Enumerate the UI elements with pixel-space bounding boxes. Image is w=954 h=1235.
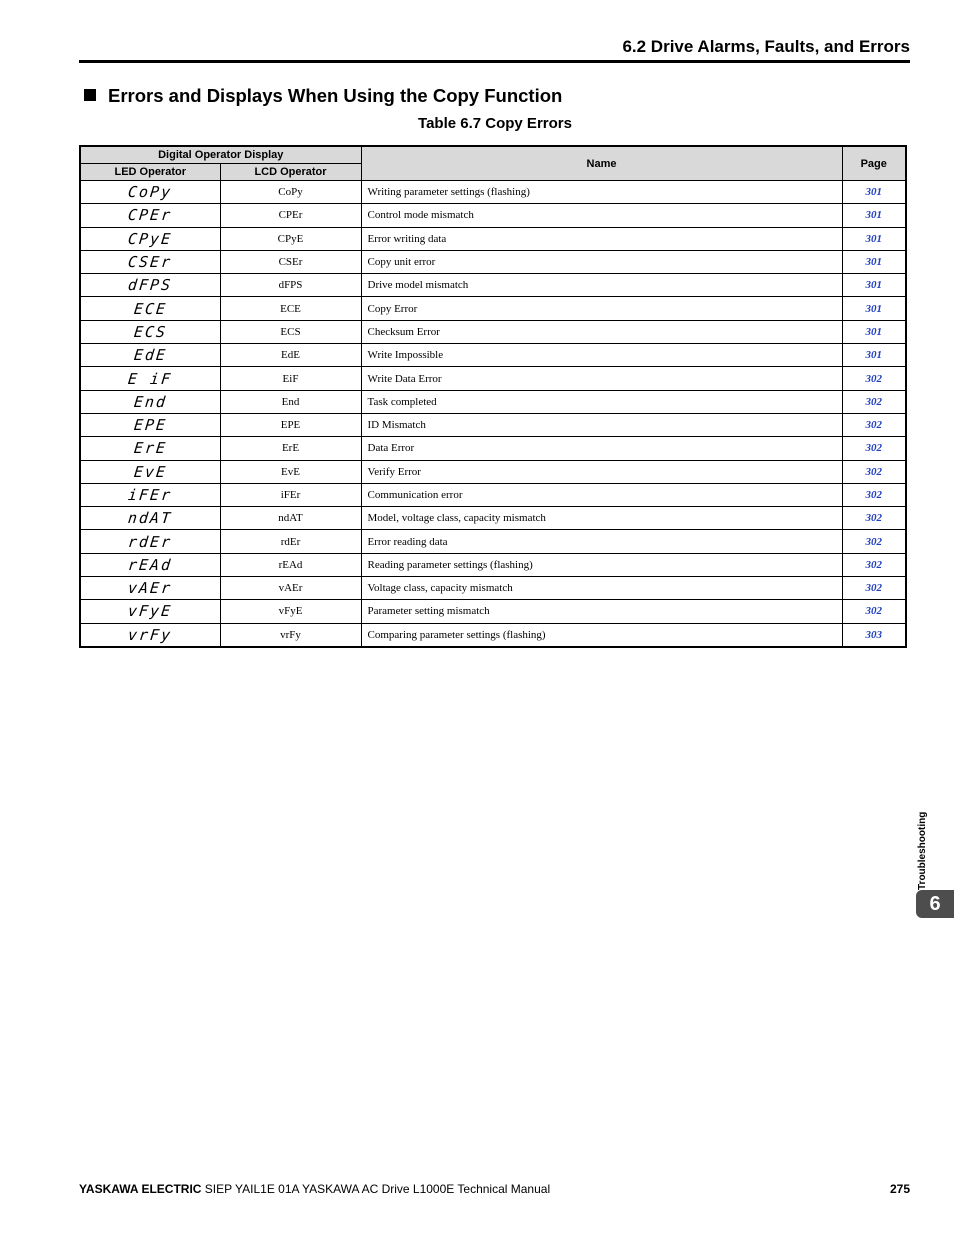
seven-segment-code: ndAT [127, 509, 174, 528]
lcd-display-cell: EdE [220, 344, 361, 367]
lcd-display-cell: EvE [220, 460, 361, 483]
table-row [80, 297, 906, 320]
seven-segment-code: CPEr [127, 206, 174, 225]
seven-segment-code: EdE [132, 346, 168, 365]
page-link[interactable]: 302 [842, 577, 906, 600]
seven-segment-code: ErE [132, 439, 168, 458]
seven-segment-code: ECS [132, 322, 168, 341]
led-operator-header: LED Operator [80, 164, 220, 181]
seven-segment-code: vFyE [127, 602, 174, 621]
table-row [80, 204, 906, 227]
led-display-cell [80, 204, 220, 227]
seven-segment-code: EPE [132, 416, 168, 435]
seven-segment-code: vrFy [127, 625, 174, 644]
error-name-cell: Control mode mismatch [361, 204, 842, 227]
table-row [80, 250, 906, 273]
error-name-cell: Model, voltage class, capacity mismatch [361, 507, 842, 530]
error-name-cell: Reading parameter settings (flashing) [361, 553, 842, 576]
lcd-display-cell: vFyE [220, 600, 361, 623]
lcd-operator-header: LCD Operator [220, 164, 361, 181]
lcd-display-cell: End [220, 390, 361, 413]
led-display-cell [80, 530, 220, 553]
footer-doc [79, 1182, 550, 1196]
led-display-cell [80, 460, 220, 483]
seven-segment-code: E iF [127, 369, 174, 388]
page-link[interactable]: 302 [842, 460, 906, 483]
header-rule [79, 60, 910, 63]
page-link[interactable]: 302 [842, 367, 906, 390]
page-link[interactable]: 302 [842, 530, 906, 553]
lcd-display-cell: CoPy [220, 181, 361, 204]
lcd-display-cell: rEAd [220, 553, 361, 576]
error-name-cell: Write Impossible [361, 344, 842, 367]
led-display-cell [80, 181, 220, 204]
lcd-display-cell: ECS [220, 320, 361, 343]
page-link[interactable]: 302 [842, 553, 906, 576]
led-display-cell [80, 553, 220, 576]
seven-segment-code: End [132, 392, 168, 411]
error-name-cell: Writing parameter settings (flashing) [361, 181, 842, 204]
copy-errors-table [79, 145, 907, 648]
lcd-display-cell: vAEr [220, 577, 361, 600]
chapter-tab[interactable]: 6 [916, 890, 954, 918]
running-header: 6.2 Drive Alarms, Faults, and Errors [622, 37, 910, 56]
seven-segment-code: rdEr [127, 532, 174, 551]
table-row [80, 181, 906, 204]
error-name-cell: ID Mismatch [361, 413, 842, 436]
page-link[interactable]: 301 [842, 297, 906, 320]
table-row [80, 600, 906, 623]
seven-segment-code: CoPy [127, 183, 174, 202]
page-header: Page [842, 146, 906, 181]
error-name-cell: Verify Error [361, 460, 842, 483]
table-row [80, 344, 906, 367]
led-display-cell [80, 413, 220, 436]
error-name-cell: Copy unit error [361, 250, 842, 273]
page-number: 275 [889, 1182, 910, 1196]
page-link[interactable]: 301 [842, 320, 906, 343]
seven-segment-code: ECE [132, 299, 168, 318]
table-row [80, 460, 906, 483]
error-name-cell: Communication error [361, 483, 842, 506]
lcd-display-cell: ndAT [220, 507, 361, 530]
table-row [80, 320, 906, 343]
error-name-cell: Task completed [361, 390, 842, 413]
table-row [80, 367, 906, 390]
error-name-cell: Parameter setting mismatch [361, 600, 842, 623]
page-link[interactable]: 301 [842, 274, 906, 297]
led-display-cell [80, 483, 220, 506]
error-name-cell: Comparing parameter settings (flashing) [361, 623, 842, 647]
lcd-display-cell: rdEr [220, 530, 361, 553]
page-link[interactable]: 301 [842, 344, 906, 367]
lcd-display-cell: ECE [220, 297, 361, 320]
led-display-cell [80, 577, 220, 600]
error-name-cell: Drive model mismatch [361, 274, 842, 297]
error-name-cell: Write Data Error [361, 367, 842, 390]
led-display-cell [80, 600, 220, 623]
table-row [80, 227, 906, 250]
lcd-display-cell: ErE [220, 437, 361, 460]
lcd-display-cell: iFEr [220, 483, 361, 506]
table-row [80, 577, 906, 600]
error-name-cell: Checksum Error [361, 320, 842, 343]
footer-brand: YASKAWA ELECTRIC [79, 1182, 202, 1196]
led-display-cell [80, 250, 220, 273]
lcd-display-cell: EPE [220, 413, 361, 436]
digital-operator-display-header: Digital Operator Display [80, 146, 361, 164]
page-link[interactable]: 302 [842, 600, 906, 623]
error-name-cell: Error writing data [361, 227, 842, 250]
page-link[interactable]: 302 [842, 483, 906, 506]
error-name-cell: Voltage class, capacity mismatch [361, 577, 842, 600]
side-tab-label: Troubleshooting [917, 811, 928, 890]
lcd-display-cell: dFPS [220, 274, 361, 297]
seven-segment-code: vAEr [127, 579, 174, 598]
lcd-display-cell: vrFy [220, 623, 361, 647]
section-title-text: Errors and Displays When Using the Copy Function [108, 85, 563, 106]
seven-segment-code: dFPS [127, 276, 174, 295]
page-link[interactable]: 301 [842, 181, 906, 204]
square-bullet-icon [84, 89, 96, 101]
led-display-cell [80, 344, 220, 367]
led-display-cell [80, 507, 220, 530]
seven-segment-code: EvE [132, 462, 168, 481]
error-name-cell: Error reading data [361, 530, 842, 553]
table-row [80, 623, 906, 647]
footer-doc-title: SIEP YAIL1E 01A YASKAWA AC Drive L1000E Technical Manual [201, 1182, 551, 1196]
table-row [80, 530, 906, 553]
lcd-display-cell: CPyE [220, 227, 361, 250]
led-display-cell [80, 367, 220, 390]
table-caption: Table 6.7 Copy Errors [418, 115, 572, 132]
table-row [80, 437, 906, 460]
section-title [84, 85, 562, 107]
error-name-cell: Data Error [361, 437, 842, 460]
led-display-cell [80, 274, 220, 297]
page-link[interactable]: 301 [842, 227, 906, 250]
lcd-display-cell: EiF [220, 367, 361, 390]
seven-segment-code: iFEr [127, 486, 174, 504]
led-display-cell [80, 297, 220, 320]
table-row [80, 507, 906, 530]
seven-segment-code: CSEr [127, 253, 174, 272]
page-link[interactable]: 301 [842, 250, 906, 273]
table-row [80, 483, 906, 506]
name-header: Name [361, 146, 842, 181]
page-link[interactable]: 302 [842, 437, 906, 460]
table-row [80, 274, 906, 297]
lcd-display-cell: CPEr [220, 204, 361, 227]
led-display-cell [80, 320, 220, 343]
seven-segment-code: rEAd [127, 555, 174, 574]
table-row [80, 413, 906, 436]
table-row [80, 390, 906, 413]
led-display-cell [80, 390, 220, 413]
page-link[interactable]: 302 [842, 390, 906, 413]
page-link[interactable]: 302 [842, 413, 906, 436]
lcd-display-cell: CSEr [220, 250, 361, 273]
error-name-cell: Copy Error [361, 297, 842, 320]
page-link[interactable]: 302 [842, 507, 906, 530]
page-link[interactable]: 303 [842, 623, 906, 647]
seven-segment-code: CPyE [127, 229, 174, 248]
page-link[interactable]: 301 [842, 204, 906, 227]
table-row [80, 553, 906, 576]
led-display-cell [80, 623, 220, 647]
led-display-cell [80, 437, 220, 460]
led-display-cell [80, 227, 220, 250]
